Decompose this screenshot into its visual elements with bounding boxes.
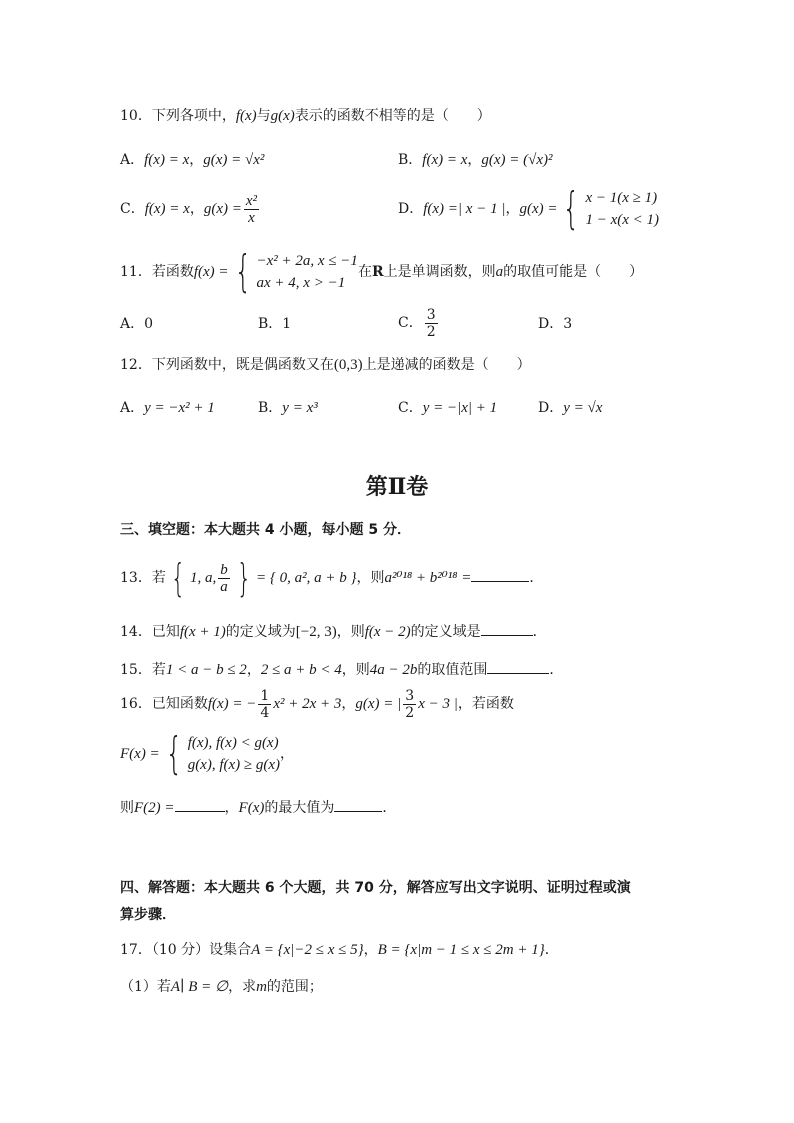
fraction: $\frac{1}{4}$ [260, 687, 270, 721]
left-brace-icon: { [165, 728, 183, 779]
left-brace-icon: { [170, 556, 186, 600]
answer-blank[interactable] [334, 797, 382, 812]
fraction: $\frac{\text{x²}}{x}$ [245, 192, 258, 226]
q10-option-a: A．f(x) = x，g(x) = √x² [120, 152, 265, 168]
q11-option-d: D．3 [538, 316, 573, 332]
part-title: 第Ⅱ卷 [365, 474, 429, 500]
section-heading-solutions: 四、解答题：本大题共 6 个大题，共 70 分，解答应写出文字说明、证明过程或演 [120, 880, 631, 896]
q13: 13．若 { 1, a, $\frac{b}{a}$ } = { 0, a², a + b }，则a²⁰¹⁸ + b²⁰¹⁸ = ． [120, 556, 544, 600]
q10-option-d: D．f(x) =| x − 1 |，g(x) = { x − 1(x ≥ 1) 1 − x(x < 1) [398, 183, 660, 234]
left-brace-icon: { [234, 246, 251, 297]
fraction: $\frac{3}{2}$ [426, 306, 436, 340]
fraction: $\frac{3}{2}$ [405, 687, 415, 721]
section-heading-solutions-cont: 算步骤． [120, 907, 176, 923]
q12-option-b: B．y = x³ [258, 400, 318, 416]
q10-option-c: C．f(x) = x，g(x) = $\frac{\text{x²}}{x}$ [120, 192, 258, 226]
q17-stem: 17．（10 分）设集合A = {x|−2 ≤ x ≤ 5}，B = {x|m − 1 ≤ x ≤ 2m + 1}． [120, 942, 559, 958]
q15: 15．若1 < a − b ≤ 2，2 ≤ a + b < 4，则4a − 2b的取值范围 ． [120, 659, 563, 680]
section-heading-fill-in: 三、填空题：本大题共 4 小题，每小题 5 分． [120, 522, 411, 538]
answer-blank[interactable] [481, 621, 533, 636]
q11-stem: 11．若函数f(x) = { −x² + 2a, x ≤ −1 ax + 4, x > −1 在R上是单调函数，则a的取值可能是（ ） [120, 246, 644, 297]
answer-blank[interactable] [175, 797, 225, 812]
q16-stem: 16．已知函数f(x) = − $\frac{1}{4}$ x² + 2x + 3，g(x) = | $\frac{3}{2}$ x − 3 |，若函数 [120, 687, 514, 721]
q17-part-1: （1）若A∣ B = ∅，求m的范围； [120, 979, 323, 995]
q11-option-c: C． $\frac{3}{2}$ [398, 306, 436, 340]
q12-option-d: D．y = √x [538, 400, 603, 416]
q14: 14．已知f(x + 1)的定义域为[−2, 3)，则f(x − 2)的定义域是 ． [120, 621, 547, 642]
q12-option-c: C．y = −|x| + 1 [398, 400, 498, 416]
q11-option-a: A．0 [120, 316, 154, 332]
q10-stem: 10．下列各项中，f(x)与g(x)表示的函数不相等的是（ ） [120, 108, 491, 124]
q16-piecewise: F(x) = { f(x), f(x) < g(x) g(x), f(x) ≥ g(x) ， [120, 728, 295, 779]
q12-stem: 12．下列函数中，既是偶函数又在(0,3)上是递减的函数是（ ） [120, 357, 531, 373]
q11-option-b: B．1 [258, 316, 292, 332]
piecewise-function: { −x² + 2a, x ≤ −1 ax + 4, x > −1 [234, 246, 358, 297]
left-brace-icon: { [563, 183, 580, 234]
q10-option-b: B．f(x) = x，g(x) = (√x)² [398, 152, 553, 168]
q16-ask: 则F(2) = ，F(x)的最大值为 ． [120, 797, 396, 818]
answer-blank[interactable] [471, 567, 529, 582]
piecewise-function: { f(x), f(x) < g(x) g(x), f(x) ≥ g(x) [165, 728, 281, 779]
fraction: $\frac{b}{a}$ [220, 561, 228, 595]
piecewise-function: { x − 1(x ≥ 1) 1 − x(x < 1) [563, 183, 660, 234]
answer-blank[interactable] [487, 659, 549, 674]
right-brace-icon: } [236, 556, 252, 600]
q12-option-a: A．y = −x² + 1 [120, 400, 215, 416]
